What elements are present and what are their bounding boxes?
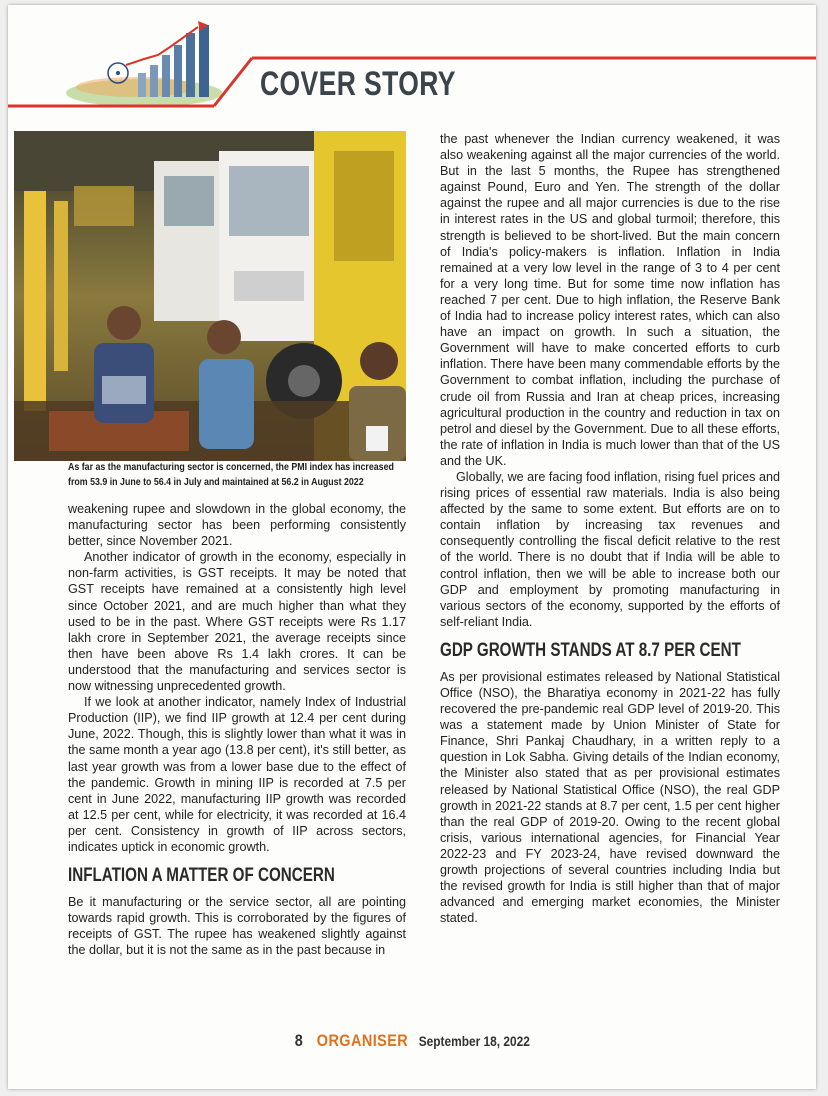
paragraph: Globally, we are facing food inflation, rising fuel prices and rising prices of essential raw materials. India is also being affected by the same to some extent. But efforts are on to contain inflation by increasing tax revenues and consequently controlling the fiscal deficit relative to the rest of the world. There is no doubt that if India will be able to control inflation, then we will be able to increase both our GDP and employment by promoting manufacturing in various sectors of the economy, supported by the efforts of self-reliant India. bbox=[440, 469, 780, 629]
section-title: COVER STORY bbox=[260, 65, 456, 103]
page-number: 8 bbox=[294, 1031, 303, 1050]
issue-date: September 18, 2022 bbox=[418, 1033, 530, 1049]
subheading-inflation: INFLATION A MATTER OF CONCERN bbox=[68, 865, 335, 887]
paragraph: Be it manufacturing or the service sector, all are pointing towards rapid growth. This is corroborated by the figures of receipts of GST. The rupee has weakened slightly against the dollar, but it is not the same as in the past because in bbox=[68, 895, 406, 958]
right-article-column bbox=[440, 131, 780, 926]
paragraph: the past whenever the Indian currency weakened, it was also weakening against all the major currencies of the world. But in the last 5 months, the Rupee has strengthened against Pound, Euro and Yen. The strength of the dollar against the rupee and all major currencies is due to the rise in interest rates in the US and global turmoil; therefore, this strength is believed to be short-lived. But the main concern of India's policy-makers is inflation. Inflation in India remained at a very low level in the range of 3 to 4 per cent for a very long time. But for some time now inflation has reached 7 per cent. Due to high inflation, the Reserve Bank of India had to increase policy interest rates, which can also have an impact on growth. In such a situation, the Government will have to make concerted efforts to curb inflation. There have been many commendable efforts by the Government to combat inflation, including the purchase of crude oil from Russia and Iran at cheap prices, increasing agricultural production in the country and reduction in tax on petrol and diesel by the Government. Due to all these efforts, the rate of inflation in India is much lower than that of the US and the UK. bbox=[440, 132, 780, 468]
page-footer bbox=[8, 1031, 816, 1051]
photo-caption: As far as the manufacturing sector is concerned, the PMI index has increased from 53.9 in June to 56.4 in July and maintained at 56.2 in August 2022 bbox=[68, 462, 394, 488]
paragraph: Another indicator of growth in the economy, especially in non-farm activities, is GST receipts. It may be noted that GST receipts have remained at a consistently high level since October 2021, and are much higher than what they used to be in the past. Where GST receipts were Rs 1.17 lakh crore in September 2021, the average receipts since then have been above Rs 1.4 lakh crores. It can be understood that the manufacturing and services sector is now witnessing unprecedented growth. bbox=[68, 550, 406, 694]
subheading-gdp-growth: GDP GROWTH STANDS AT 8.7 PER CENT bbox=[440, 639, 741, 661]
paragraph: As per provisional estimates released by National Statistical Office (NSO), the Bharatiya economy in 2021-22 has fully recovered the pre-pandemic real GDP level of 2019-20. This was a statement made by Union Minister of State for Finance, Shri Pankaj Chaudhary, in a written reply to a question in Lok Sabha. Giving details of the Indian economy, the Minister also stated that as per provisional estimates released by National Statistical Office (NSO), the real GDP growth in 2021-22 stands at 8.7 per cent, 1.5 per cent higher than the real GDP of 2019-20. Owing to the recent global crisis, various international agencies, for Financial Year 2022-23 and FY 2023-24, have revised downward the growth projections of several countries including India but the revised growth for India is still higher than that of major advanced and emerging market economies, the Minister stated. bbox=[440, 669, 780, 926]
factory-workers-photo bbox=[14, 131, 406, 461]
magazine-page bbox=[8, 5, 816, 1089]
left-article-column bbox=[68, 501, 406, 958]
paragraph: weakening rupee and slowdown in the global economy, the manufacturing sector has been performing consistently better, since November 2021. bbox=[68, 502, 406, 549]
paragraph: If we look at another indicator, namely Index of Industrial Production (IIP), we find IIP growth at 12.4 per cent during June, 2022. Though, this is slightly lower than what it was in the same month a year ago (13.8 per cent), it's still better, as last year growth was from a lower base due to the effect of the pandemic. Growth in mining IIP is recorded at 7.5 per cent in June 2022, manufacturing IIP growth was recorded at 12.5 per cent, while for electricity, it was recorded at 16.4 per cent. Consistency in growth of IIP across sectors, indicates uptick in economic growth. bbox=[68, 695, 406, 854]
publication-name: ORGANISER bbox=[316, 1031, 408, 1050]
